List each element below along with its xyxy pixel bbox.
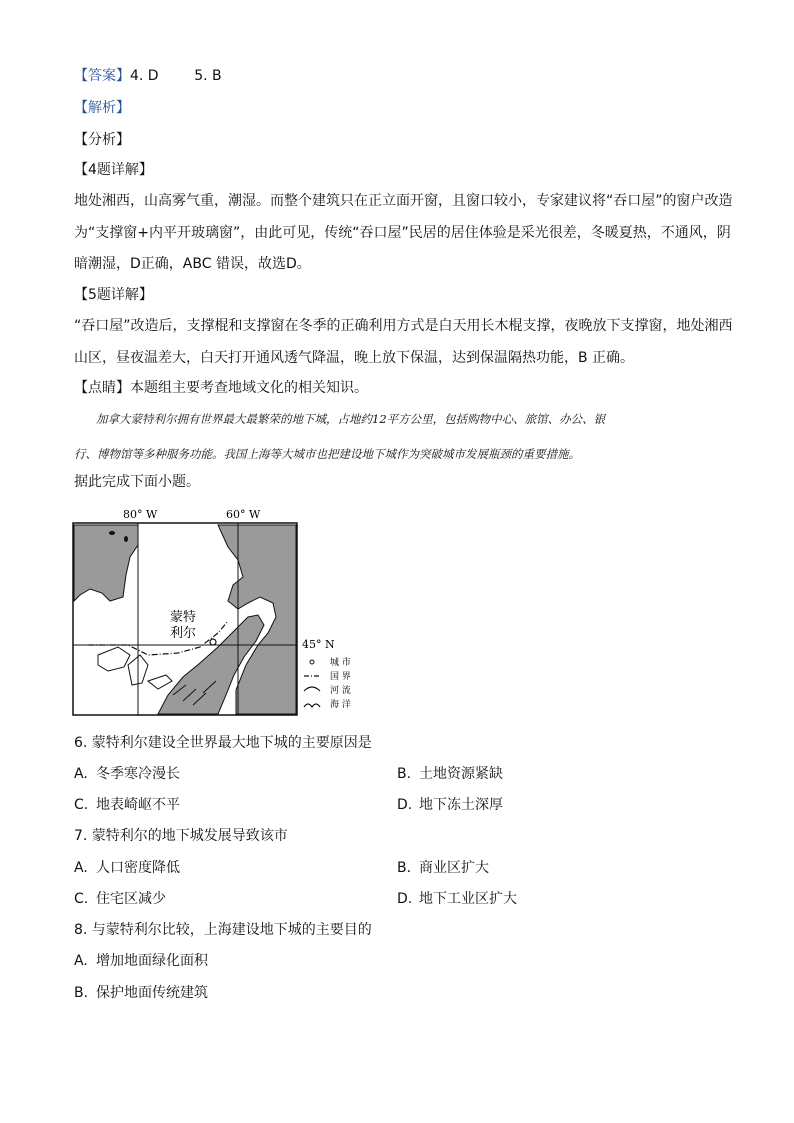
option-b[interactable]: B. 保护地面传统建筑 <box>74 985 208 1001</box>
q5-detail-tag: 【5题详解】 <box>74 287 153 303</box>
option-d[interactable]: D. 地下冻土深厚 <box>397 797 503 813</box>
option-a[interactable]: A. 冬季寒冷漫长 <box>74 766 180 782</box>
option-b[interactable]: B. 商业区扩大 <box>397 860 489 876</box>
legend-label: 海 洋 <box>330 700 351 710</box>
map-island <box>109 531 115 535</box>
montreal-city-dot <box>210 639 216 645</box>
legend-sea-icon <box>304 704 320 707</box>
map-island <box>124 536 128 542</box>
lon-label-80w: 80° W <box>123 508 158 521</box>
city-label-line1: 蒙特 <box>170 610 197 625</box>
q4-detail-line: 暗潮湿，D正确，ABC 错误，故选D。 <box>74 256 311 272</box>
dianjing-tag: 【点睛】 <box>74 380 130 396</box>
lat-label-45n: 45° N <box>302 638 335 651</box>
map-legend <box>304 656 351 710</box>
option-c[interactable]: C. 住宅区减少 <box>74 891 166 907</box>
fenxi-tag: 【分析】 <box>74 132 130 148</box>
question-stem: 8. 与蒙特利尔比较，上海建设地下城的主要目的 <box>74 922 372 938</box>
legend-label: 河 流 <box>330 686 351 696</box>
option-d[interactable]: D. 地下工业区扩大 <box>397 891 517 907</box>
legend-city-icon <box>310 660 314 664</box>
montreal-map <box>68 505 368 720</box>
q4-detail-line: 地处湘西，山高雾气重，潮湿。而整个建筑只在正立面开窗，且窗口较小，专家建议将“吞口屋”的窗户改造 <box>74 193 733 209</box>
question-stem: 6. 蒙特利尔建设全世界最大地下城的主要原因是 <box>74 735 372 751</box>
question-stem: 7. 蒙特利尔的地下城发展导致该市 <box>74 828 288 844</box>
city-label-line2: 利尔 <box>170 626 197 641</box>
q5-detail-line: 山区，昼夜温差大，白天打开通风透气降温，晚上放下保温，达到保温隔热功能，B 正确。 <box>74 350 635 366</box>
legend-label: 国 界 <box>330 672 351 682</box>
option-b[interactable]: B. 土地资源紧缺 <box>397 766 503 782</box>
material-paragraph <box>74 402 724 472</box>
answer-line <box>74 66 222 86</box>
dianjing-line <box>74 378 368 398</box>
instruction-text: 据此完成下面小题。 <box>74 474 200 490</box>
option-a[interactable]: A. 人口密度降低 <box>74 860 180 876</box>
answer-tag: 【答案】 <box>74 68 130 84</box>
analysis-tag: 【解析】 <box>74 100 130 116</box>
material-line: 行、博物馆等多种服务功能。我国上海等大城市也把建设地下城作为突破城市发展瓶颈的重要措施。 <box>74 447 580 461</box>
option-c[interactable]: C. 地表崎岖不平 <box>74 797 180 813</box>
dianjing-text: 本题组主要考查地域文化的相关知识。 <box>130 380 368 396</box>
q5-detail-line: “吞口屋”改造后，支撑棍和支撑窗在冬季的正确利用方式是白天用长木棍支撑，夜晚放下支撑窗，地处湘西 <box>74 318 733 334</box>
answer-text: 4. D 5. B <box>130 68 222 84</box>
q4-detail-tag: 【4题详解】 <box>74 162 153 178</box>
material-line: 加拿大蒙特利尔拥有世界最大最繁荣的地下城，占地约12平方公里，包括购物中心、旅馆、办公、银 <box>96 412 606 426</box>
lon-label-60w: 60° W <box>226 508 261 521</box>
legend-river-icon <box>304 687 320 691</box>
legend-label: 城 市 <box>330 658 351 668</box>
q4-detail-line: 为“支撑窗+内平开玻璃窗”，由此可见，传统“吞口屋”民居的居住体验是采光很差，冬暖夏热，不通风，阴 <box>74 225 731 241</box>
option-a[interactable]: A. 增加地面绿化面积 <box>74 953 208 969</box>
